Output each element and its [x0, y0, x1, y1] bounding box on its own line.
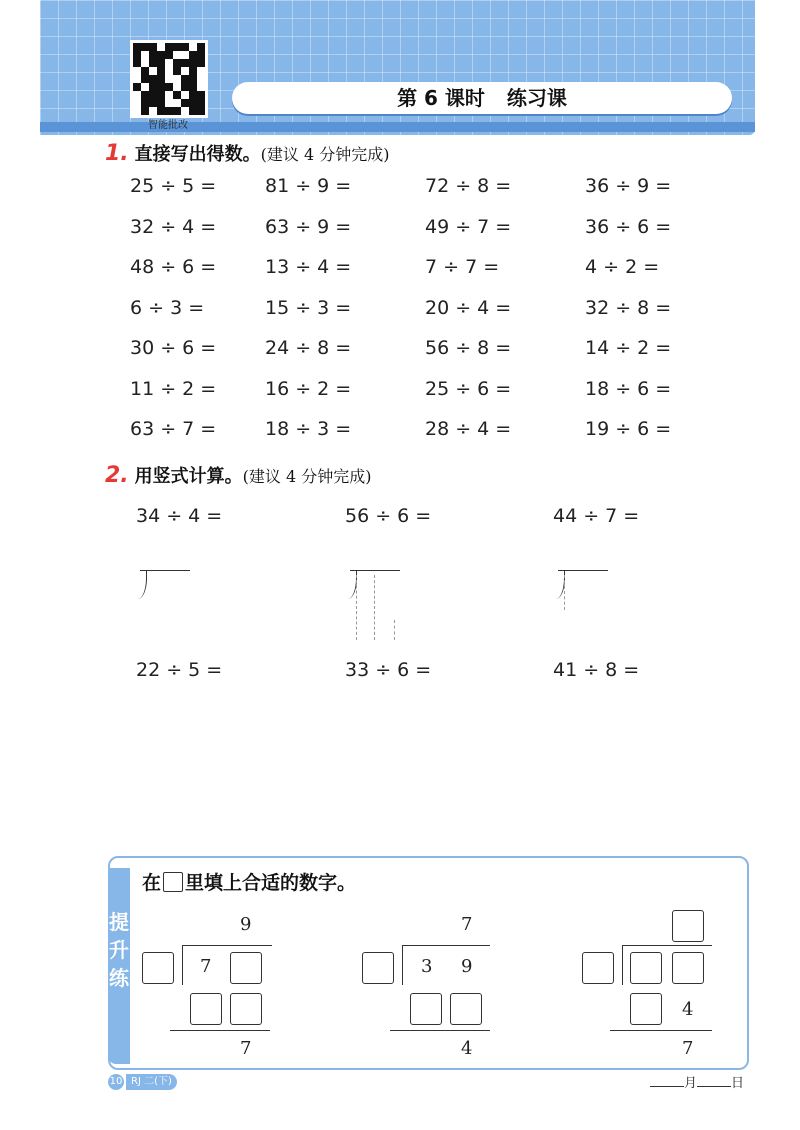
qr-caption: 智能批改: [148, 120, 188, 131]
month-blank[interactable]: [650, 1086, 684, 1087]
month-label: 月: [684, 1076, 698, 1091]
section1-title: 直接写出得数。: [134, 144, 261, 165]
math-problem: 56 ÷ 8 =: [425, 337, 512, 359]
math-problem: 49 ÷ 7 =: [425, 215, 512, 238]
math-problem: 11 ÷ 2 =: [130, 377, 217, 400]
page-number: 10: [108, 1074, 124, 1090]
page-title: [232, 82, 732, 114]
math-row: [130, 337, 690, 378]
work-guide-line: [356, 575, 357, 640]
section2-title: 用竖式计算。: [134, 466, 243, 487]
p3-dividend-box-2[interactable]: [672, 952, 704, 984]
math-problem: 25 ÷ 5 =: [130, 175, 217, 197]
p2-quotient: 7: [461, 914, 473, 935]
math-problem: 25 ÷ 6 =: [425, 377, 512, 400]
p3-remainder: 7: [682, 1038, 694, 1059]
division-bracket: [140, 570, 190, 601]
math-problem: 15 ÷ 3 =: [265, 296, 352, 319]
date-fill-in: [650, 1072, 744, 1091]
p2-product-box-2[interactable]: [450, 993, 482, 1025]
p3-product-box[interactable]: [630, 993, 662, 1025]
vertical-problem-2: 56 ÷ 6 =: [345, 505, 432, 527]
p3-dividend-box-1[interactable]: [630, 952, 662, 984]
p3-quotient-box[interactable]: [672, 910, 704, 942]
section1-number: 1.: [105, 141, 129, 166]
math-problem: 32 ÷ 8 =: [585, 296, 672, 319]
lesson-number: 第 6 课时: [397, 86, 485, 110]
p1-bracket-top: [182, 945, 272, 946]
section2-number: 2.: [105, 463, 129, 488]
qr-code-icon[interactable]: [130, 40, 208, 118]
vertical-problem-3: 44 ÷ 7 =: [553, 505, 640, 527]
math-problem: 63 ÷ 9 =: [265, 215, 352, 238]
division-bracket: [558, 570, 608, 601]
division-bracket: [350, 570, 400, 601]
p3-subtract-line: [610, 1030, 712, 1031]
vertical-problem-4: 22 ÷ 5 =: [136, 659, 223, 681]
day-blank[interactable]: [697, 1086, 731, 1087]
math-problem: 19 ÷ 6 =: [585, 418, 672, 440]
p2-bracket: [402, 945, 403, 985]
math-problem: 18 ÷ 3 =: [265, 418, 352, 440]
math-row: [130, 216, 690, 257]
p1-remainder: 7: [240, 1038, 252, 1059]
math-problem: 16 ÷ 2 =: [265, 377, 352, 400]
p1-product-box-1[interactable]: [190, 993, 222, 1025]
edition-tag: RJ 二(下): [126, 1074, 177, 1090]
math-problem: 6 ÷ 3 =: [130, 296, 205, 319]
math-problem: 81 ÷ 9 =: [265, 175, 352, 197]
p3-bracket-top: [622, 945, 712, 946]
math-problem: 48 ÷ 6 =: [130, 256, 217, 278]
p2-product-box-1[interactable]: [410, 993, 442, 1025]
math-problem: 7 ÷ 7 =: [425, 256, 500, 278]
p1-dividend-box[interactable]: [230, 952, 262, 984]
p1-dividend-digit: 7: [200, 956, 212, 977]
p2-subtract-line: [390, 1030, 490, 1031]
work-guide-line: [564, 575, 565, 610]
p1-product-box-2[interactable]: [230, 993, 262, 1025]
section1-hint: (建议 4 分钟完成): [260, 145, 390, 164]
enrichment-side-label: 提升练: [108, 868, 130, 1064]
math-row: [130, 256, 690, 297]
vertical-problem-5: 33 ÷ 6 =: [345, 659, 432, 681]
p3-product-digit: 4: [682, 999, 694, 1020]
math-problem: 18 ÷ 6 =: [585, 377, 672, 400]
p3-divisor-box[interactable]: [582, 952, 614, 984]
math-problem: 36 ÷ 6 =: [585, 215, 672, 238]
math-row: [130, 175, 690, 216]
math-row: [130, 297, 690, 338]
vertical-problem-1: 34 ÷ 4 =: [136, 505, 223, 527]
mental-math-grid: [130, 175, 690, 459]
p1-quotient: 9: [240, 914, 252, 935]
section2-heading: [105, 462, 372, 488]
section2-hint: (建议 4 分钟完成): [242, 467, 372, 486]
math-problem: 20 ÷ 4 =: [425, 296, 512, 319]
p1-bracket: [182, 945, 183, 985]
blank-box-icon: [163, 872, 183, 892]
work-guide-line: [374, 575, 375, 640]
work-guide-line: [394, 620, 395, 640]
p2-dividend-d1: 3: [421, 956, 433, 977]
math-problem: 14 ÷ 2 =: [585, 337, 672, 359]
p1-subtract-line: [170, 1030, 270, 1031]
math-row: [130, 378, 690, 419]
p3-bracket: [622, 945, 623, 985]
vertical-problem-6: 41 ÷ 8 =: [553, 659, 640, 681]
math-problem: 4 ÷ 2 =: [585, 256, 660, 278]
math-problem: 63 ÷ 7 =: [130, 418, 217, 440]
p2-dividend-d2: 9: [461, 956, 473, 977]
math-problem: 30 ÷ 6 =: [130, 337, 217, 359]
math-problem: 36 ÷ 9 =: [585, 175, 672, 197]
math-row: [130, 418, 690, 459]
math-problem: 13 ÷ 4 =: [265, 256, 352, 278]
p2-remainder: 4: [461, 1038, 473, 1059]
lesson-name: 练习课: [506, 86, 567, 110]
enrichment-title: 在 里填上合适的数字。: [142, 872, 357, 894]
math-problem: 28 ÷ 4 =: [425, 418, 512, 440]
math-problem: 32 ÷ 4 =: [130, 215, 217, 238]
p2-divisor-box[interactable]: [362, 952, 394, 984]
p2-bracket-top: [402, 945, 490, 946]
day-label: 日: [731, 1076, 745, 1091]
math-problem: 72 ÷ 8 =: [425, 175, 512, 197]
section1-heading: [105, 140, 390, 166]
math-problem: 24 ÷ 8 =: [265, 337, 352, 359]
p1-divisor-box[interactable]: [142, 952, 174, 984]
